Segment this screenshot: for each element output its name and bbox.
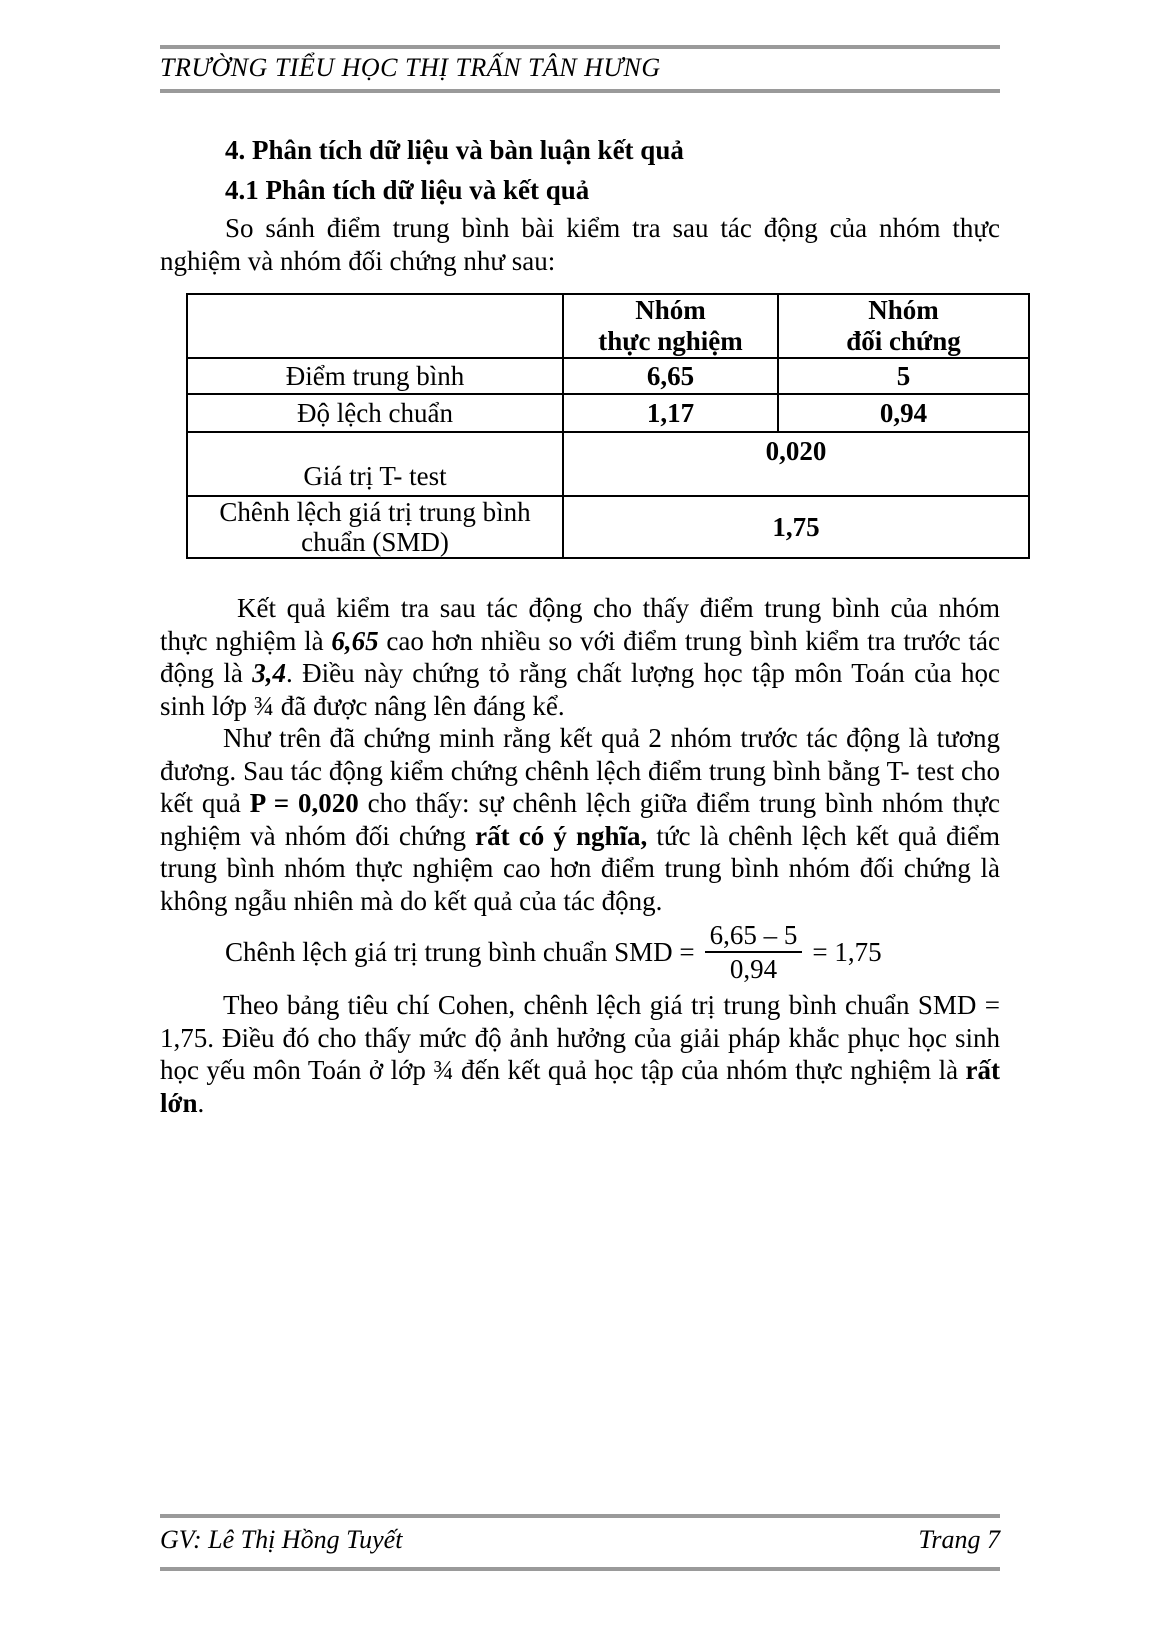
subsection-heading: 4.1 Phân tích dữ liệu và kết quả xyxy=(225,175,590,205)
smd-formula-result: = 1,75 xyxy=(812,936,882,967)
row-ttest xyxy=(187,432,1029,496)
smd-value: 1,75 xyxy=(563,496,1029,558)
row-ttest-label: Giá trị T- test xyxy=(187,432,563,496)
cohen-paragraph: Theo bảng tiêu chí Cohen, chênh lệch giá trị trung bình chuẩn SMD = 1,75. Điều đó cho thấy mức độ ảnh hưởng của giải pháp khắc phục học sinh học yếu môn Toán ở lớp ¾ đến kết quả học tập của nhóm thực nghiệm là rất lớn. xyxy=(160,990,1000,1118)
page-footer xyxy=(160,1514,1000,1571)
mean-score-control: 5 xyxy=(778,358,1029,394)
teacher-name: GV: Lê Thị Hồng Tuyết xyxy=(160,1525,403,1554)
result-paragraph: Kết quả kiểm tra sau tác động cho thấy điểm trung bình của nhóm thực nghiệm là 6,65 cao hơn nhiều so với điểm trung bình kiểm tra trước tác động là 3,4. Điều này chứng tỏ rằng chất lượng học tập môn Toán của học sinh lớp ¾ đã được nâng lên đáng kể. xyxy=(160,593,1000,721)
ttest-paragraph: Như trên đã chứng minh rằng kết quả 2 nhóm trước tác động là tương đương. Sau tác động kiểm chứng chênh lệch điểm trung bình bằng T- test cho kết quả P = 0,020 cho thấy: sự chênh lệch giữa điểm trung bình nhóm thực nghiệm và nhóm đối chứng rất có ý nghĩa, tức là chênh lệch kết quả điểm trung bình nhóm thực nghiệm cao hơn điểm trung bình nhóm đối chứng là không ngẫu nhiên mà do kết quả của tác động. xyxy=(160,723,1001,916)
intro-paragraph: So sánh điểm trung bình bài kiểm tra sau tác động của nhóm thực nghiệm và nhóm đối chứng như sau: xyxy=(160,213,1000,276)
page-header xyxy=(160,45,1000,93)
col-header-experimental-line2: thực nghiệm xyxy=(598,326,743,356)
page-content xyxy=(160,0,1000,1119)
smd-formula xyxy=(225,919,1000,985)
mean-score-experimental: 6,65 xyxy=(563,358,778,394)
smd-fraction-denominator: 0,94 xyxy=(729,954,778,984)
results-table xyxy=(186,293,1030,559)
page-number: Trang 7 xyxy=(918,1525,1000,1554)
row-std-deviation-label: Độ lệch chuẩn xyxy=(187,394,563,432)
row-smd-label: Chênh lệch giá trị trung bình chuẩn (SMD) xyxy=(187,496,563,558)
smd-formula-label: Chênh lệch giá trị trung bình chuẩn SMD = xyxy=(225,936,695,967)
col-header-experimental-group xyxy=(563,294,778,358)
ttest-value: 0,020 xyxy=(563,432,1029,496)
table-corner-cell xyxy=(187,294,563,358)
row-mean-score xyxy=(187,358,1029,394)
col-header-control-group xyxy=(778,294,1029,358)
row-mean-score-label: Điểm trung bình xyxy=(187,358,563,394)
std-deviation-control: 0,94 xyxy=(778,394,1029,432)
smd-fraction xyxy=(705,920,803,984)
row-smd xyxy=(187,496,1029,558)
table-header-row xyxy=(187,294,1029,358)
col-header-control-line1: Nhóm xyxy=(868,295,939,325)
section-heading: 4. Phân tích dữ liệu và bàn luận kết quả xyxy=(225,135,684,165)
smd-fraction-numerator: 6,65 – 5 xyxy=(705,920,803,953)
row-std-deviation xyxy=(187,394,1029,432)
col-header-control-line2: đối chứng xyxy=(846,326,961,356)
col-header-experimental-line1: Nhóm xyxy=(635,295,706,325)
school-name: TRƯỜNG TIỂU HỌC THỊ TRẤN TÂN HƯNG xyxy=(160,53,661,82)
std-deviation-experimental: 1,17 xyxy=(563,394,778,432)
